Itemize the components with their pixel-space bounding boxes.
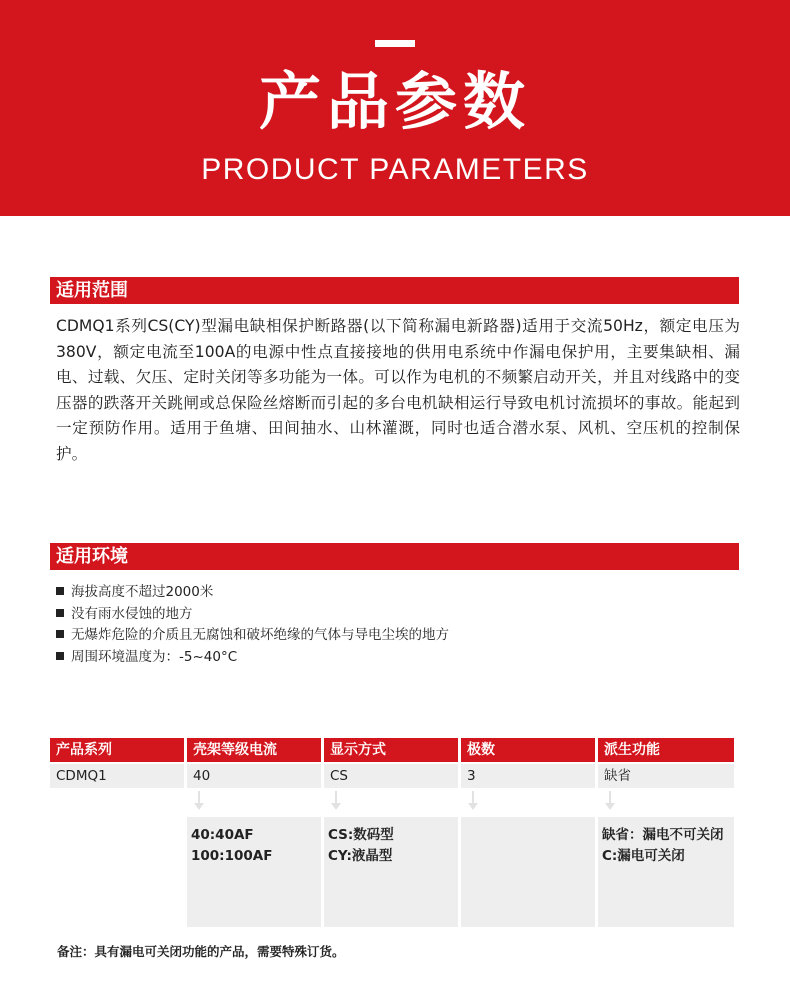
square-bullet-icon [56, 587, 64, 595]
environment-heading: 适用环境 [50, 543, 739, 570]
display-mode-option: CY:液晶型 [328, 848, 393, 864]
derived-function-option: C:漏电可关闭 [602, 848, 685, 864]
frame-current-option: 40:40AF [191, 827, 254, 843]
environment-item-text: 没有雨水侵蚀的地方 [71, 605, 193, 622]
header-banner [0, 0, 790, 216]
scope-text: CDMQ1系列CS(CY)型漏电缺相保护断路器(以下简称漏电新路器)适用于交流50Hz，额定电压为380V，额定电流至100A的电源中性点直接接地的供用电系统中作漏电保护用，主要集缺相、漏电、过载、欠压、定时关闭等多功能为一体。可以作为电机的不频繁启动开关，并且对线路中的变压器的跌落开关跳闸或总保险丝熔断而引起的多台电机缺相运行导致电机讨流损坏的事故。能起到一定预防作用。适用于鱼塘、田间抽水、山林灌溉，同时也适合潜水泵、风机、空压机的控制保护。 [56, 317, 740, 463]
environment-item [56, 604, 449, 626]
arrow-down-icon [604, 791, 616, 813]
square-bullet-icon [56, 652, 64, 660]
environment-item-text: 无爆炸危险的介质且无腐蚀和破坏绝缘的气体与导电尘埃的地方 [71, 627, 449, 643]
series-header: 产品系列 [50, 738, 184, 762]
environment-list [56, 582, 449, 668]
display-mode-header: 显示方式 [324, 738, 458, 762]
frame-current-value: 40 [187, 764, 321, 788]
frame-current-option: 100:100AF [191, 848, 273, 864]
derived-function-option: 缺省：漏电不可关闭 [602, 827, 724, 843]
derived-function-value: 缺省 [598, 764, 734, 788]
scope-heading: 适用范围 [50, 277, 739, 304]
arrow-down-icon [467, 791, 479, 813]
frame-current-header: 壳架等级电流 [187, 738, 321, 762]
poles-options [461, 817, 595, 927]
environment-item-text: 海拔高度不超过2000米 [71, 584, 214, 600]
display-mode-option: CS:数码型 [328, 827, 394, 843]
derived-function-options [598, 817, 734, 927]
page-title: 产品参数 [258, 65, 531, 138]
poles-value: 3 [461, 764, 595, 788]
series-value: CDMQ1 [50, 764, 184, 788]
display-mode-value: CS [324, 764, 458, 788]
environment-item [56, 625, 449, 647]
poles-header: 极数 [461, 738, 595, 762]
arrow-down-icon [193, 791, 205, 813]
environment-item [56, 647, 449, 669]
derived-function-header: 派生功能 [598, 738, 734, 762]
square-bullet-icon [56, 609, 64, 617]
frame-current-options [187, 817, 321, 927]
arrow-down-icon [330, 791, 342, 813]
page-subtitle: PRODUCT PARAMETERS [201, 153, 589, 186]
square-bullet-icon [56, 630, 64, 638]
display-mode-options [324, 817, 458, 927]
order-note: 备注：具有漏电可关闭功能的产品，需要特殊订货。 [57, 944, 345, 959]
environment-item [56, 582, 449, 604]
environment-item-text: 周围环境温度为：-5~40°C [71, 648, 238, 665]
header-decor-line [375, 40, 415, 47]
